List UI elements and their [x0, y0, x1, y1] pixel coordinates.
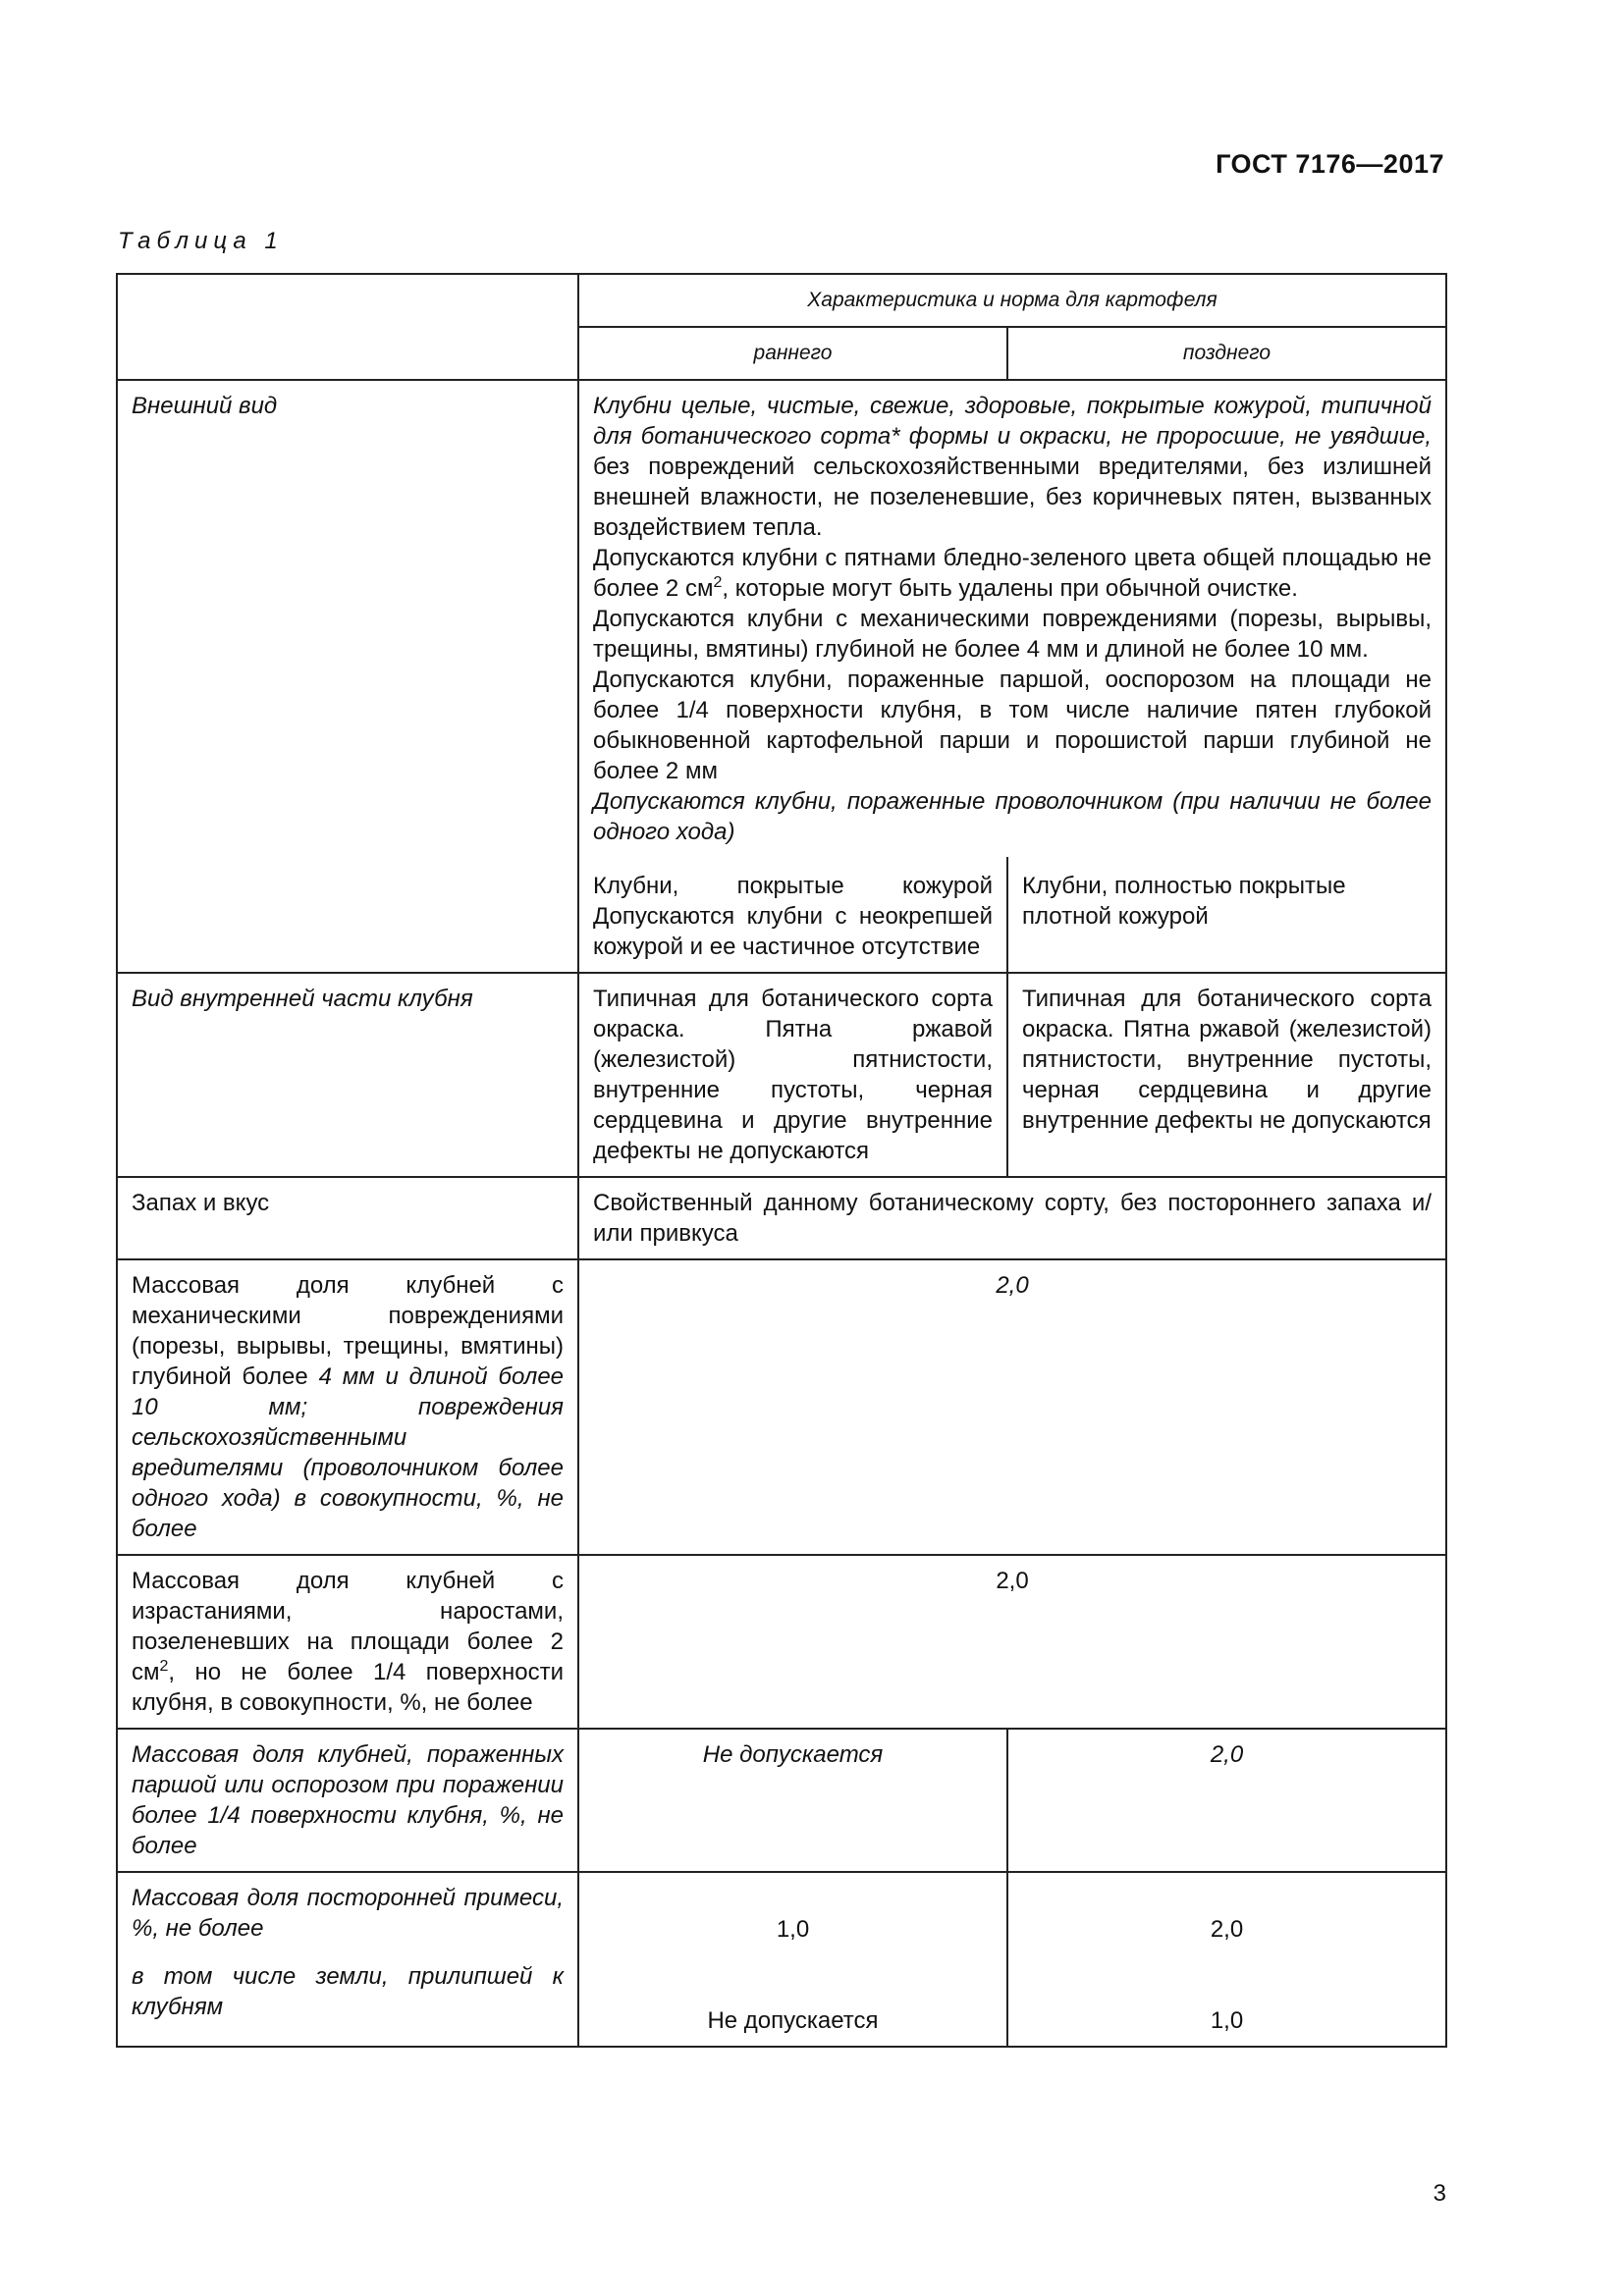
mech-value: 2,0 [578, 1259, 1446, 1555]
row-label-scab: Массовая доля клубней, пораженных паршой или оспорозом при поражении более 1/4 поверхности клубня, %, не более [117, 1729, 578, 1872]
document-id: ГОСТ 7176—2017 [1216, 149, 1444, 179]
page-number: 3 [1433, 2180, 1446, 2207]
smell-value: Свойственный данному ботаническому сорту, без постороннего запаха и/или привкуса [578, 1177, 1446, 1259]
appearance-text [578, 380, 1446, 857]
appearance-late: Клубни, полностью покрытые плотной кожурой [1007, 857, 1446, 973]
appearance-p3: Допускаются клубни с механическими повреждениями (порезы, вырывы, трещины, вмятины) глубиной не более 4 мм и длиной не более 10 мм. [593, 606, 1432, 663]
impurity-label: Массовая доля посторонней примеси, %, не более [132, 1885, 564, 1942]
appearance-p1-italic: Клубни целые, чистые, свежие, здоровые, покрытые кожурой, типичной для ботанического сорта* формы и окраски, не проросшие, не увядшие, [593, 393, 1432, 450]
impurity-early: 1,0 [776, 1916, 810, 1943]
head-late: позднего [1007, 327, 1446, 380]
head-empty-cell [117, 274, 578, 380]
table-row [117, 380, 1446, 857]
impurity-sub-label: в том числе земли, прилипшей к клубням [132, 1963, 564, 2020]
row-label-mech: Массовая доля клубней с механическими повреждениями (порезы, вырывы, трещины, вмятины) глубиной более 4 мм и длиной более 10 мм; повреждения сельскохозяйственными вредителями (проволочником более одного хода) в совокупности, %, не более [117, 1259, 578, 1555]
impurity-sub-early: Не допускается [707, 2007, 879, 2034]
impurity-late-cell [1007, 1872, 1446, 2047]
appearance-p5: Допускаются клубни, пораженные проволочником (при наличии не более одного хода) [593, 788, 1432, 845]
interior-early: Типичная для ботанического сорта окраска. Пятна ржавой (железистой) пятнистости, внутренние пустоты, черная сердцевина и другие внутренние дефекты не допускаются [578, 973, 1007, 1177]
impurity-late: 2,0 [1210, 1916, 1244, 1943]
appearance-early: Клубни, покрытые кожурой Допускаются клубни с неокрепшей кожурой и ее частичное отсутствие [578, 857, 1007, 973]
table-caption: Таблица 1 [118, 228, 284, 254]
table-row [117, 1177, 1446, 1259]
table-row [117, 973, 1446, 1177]
row-label-smell: Запах и вкус [117, 1177, 578, 1259]
row-label-appearance: Внешний вид [117, 380, 578, 973]
spec-table [116, 273, 1447, 2048]
head-group: Характеристика и норма для картофеля [578, 274, 1446, 327]
table-head-row [117, 274, 1446, 327]
scab-late: 2,0 [1007, 1729, 1446, 1872]
appearance-p1-rest: без повреждений сельскохозяйственными вредителями, без излишней внешней влажности, не позеленевшие, без коричневых пятен, вызванных воздействием тепла. [593, 454, 1432, 541]
interior-late: Типичная для ботанического сорта окраска. Пятна ржавой (железистой) пятнистости, внутренние пустоты, черная сердцевина и другие внутренние дефекты не допускаются [1007, 973, 1446, 1177]
row-label-interior: Вид внутренней части клубня [117, 973, 578, 1177]
table-row [117, 1872, 1446, 2047]
scab-early: Не допускается [578, 1729, 1007, 1872]
row-label-impurity [117, 1872, 578, 2047]
table-row [117, 1259, 1446, 1555]
table-row [117, 1729, 1446, 1872]
impurity-sub-late: 1,0 [1210, 2007, 1244, 2034]
table-row [117, 1555, 1446, 1729]
head-early: раннего [578, 327, 1007, 380]
row-label-sprouts: Массовая доля клубней с израстаниями, наростами, позеленевших на площади более 2 $см^2$, но не более 1/4 поверхности клубня, в совокупности, %, не более [117, 1555, 578, 1729]
appearance-p2: Допускаются клубни с пятнами бледно-зеленого цвета общей площадью не более 2 $см^2$, которые могут быть удалены при обычной очистке. [593, 545, 1432, 602]
impurity-early-cell [578, 1872, 1007, 2047]
appearance-p4: Допускаются клубни, пораженные паршой, ооспорозом на площади не более 1/4 поверхности клубня, в том числе наличие пятен глубокой обыкновенной картофельной парши и порошистой парши глубиной не более 2 мм [593, 667, 1432, 784]
sprouts-value: 2,0 [578, 1555, 1446, 1729]
